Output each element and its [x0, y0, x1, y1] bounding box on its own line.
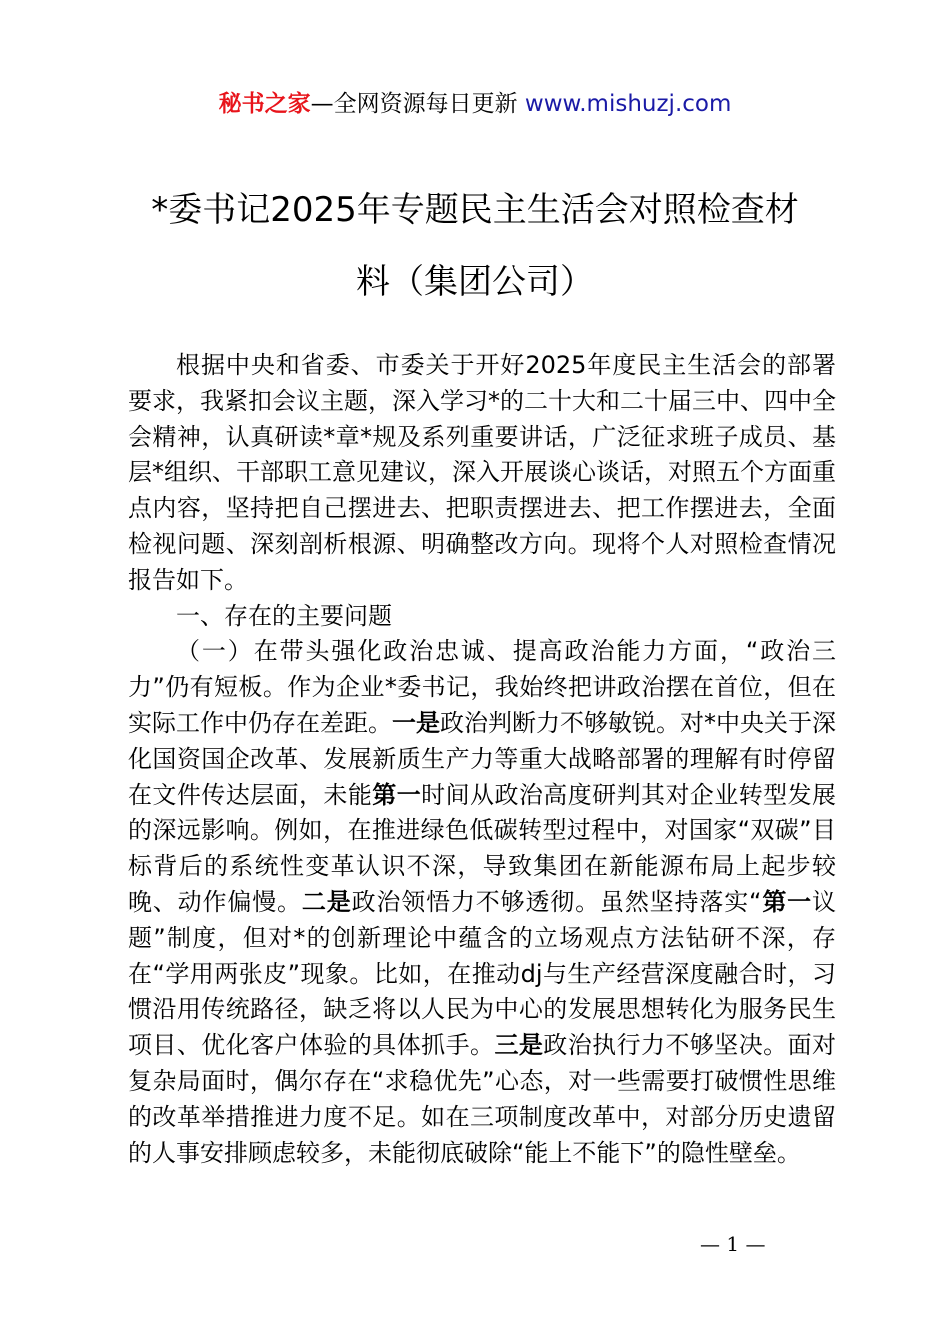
issue-text-4: 政治领悟力不够透彻。虽然坚持落实“ [351, 887, 762, 916]
issue-text-6: 政治执行力不够坚决。面对复杂局面时，偶尔存在“求稳优先”心态，对一些需要打破惯性思维的改革举措推进力度不足。如在三项制度改革中，对部分历史遗留的人事安排顾虑较多，未能彻底破除“能上不能下”的隐性壁垒。 [128, 1031, 837, 1167]
section-heading: 一、存在的主要问题 [176, 601, 392, 630]
issue-bold-3: 二是 [301, 887, 352, 916]
issue-paragraph [128, 634, 836, 1171]
intro-paragraph: 根据中央和省委、市委关于开好2025年度民主生活会的部署要求，我紧扣会议主题，深入学习*的二十大和二十届三中、四中全会精神，认真研读*章*规及系列重要讲话，广泛征求班子成员、基层*组织、干部职工意见建议，深入开展谈心谈话，对照五个方面重点内容，坚持把自己摆进去、把职责摆进去、把工作摆进去，全面检视问题、深刻剖析根源、明确整改方向。现将个人对照检查情况报告如下。 [128, 351, 836, 594]
issue-text-2: 政治判断力不够敏锐。对*中央关于深化国资国企改革、发展新质生产力等重大战略部署的理解有时停留在文件传达层面，未能 [128, 708, 836, 809]
issue-bold-2: 第一 [372, 780, 422, 809]
document-body [128, 348, 836, 1171]
site-banner [0, 88, 950, 120]
issue-text-5: 议题”制度，但对*的创新理论中蕴含的立场观点方法钻研不深，存在“学用两张皮”现象。比如，在推动dj与生产经营深度融合时，习惯沿用传统路径，缺乏将以人民为中心的发展思想转化为服务民生项目、优化客户体验的具体抓手。 [128, 887, 837, 1060]
document-title [128, 174, 822, 318]
title-line-1: *委书记2025年专题民主生活会对照检查材 [151, 190, 799, 230]
issue-bold-5: 三是 [494, 1031, 544, 1060]
page-number: — 1 — [700, 1232, 766, 1256]
banner-tagline: —全网资源每日更新 [310, 91, 518, 117]
issue-bold-1: 一是 [392, 708, 440, 737]
title-line-2: 料（集团公司） [356, 262, 594, 302]
banner-url-link[interactable]: www.mishuzj.com [524, 91, 732, 117]
banner-brand: 秘书之家 [218, 91, 311, 117]
issue-text-1: （一）在带头强化政治忠诚、提高政治能力方面，“政治三力”仍有短板。作为企业*委书记，我始终把讲政治摆在首位，但在实际工作中仍存在差距。 [128, 637, 836, 737]
issue-text-3: 时间从政治高度研判其对企业转型发展的深远影响。例如，在推进绿色低碳转型过程中，对国家“双碳”目标背后的系统性变革认识不深，导致集团在新能源布局上起步较晚、动作偏慢。 [128, 780, 837, 916]
issue-bold-4: 第一 [761, 887, 813, 916]
